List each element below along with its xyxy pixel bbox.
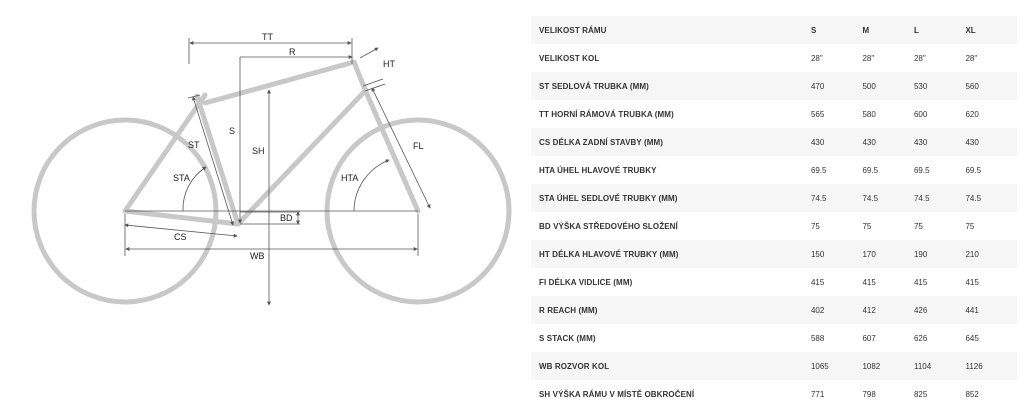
label-r: R — [289, 47, 296, 57]
table-row — [531, 212, 1017, 240]
row-value: 430 — [914, 128, 966, 156]
row-value: 415 — [862, 277, 876, 287]
bike-frame — [125, 62, 418, 224]
row-label: VELIKOST KOL — [539, 53, 600, 63]
row-value: 415 — [913, 277, 928, 287]
table-row — [531, 128, 1017, 156]
header-size-l: L — [914, 16, 966, 44]
row-value: 170 — [862, 240, 914, 268]
table-row — [531, 324, 1017, 352]
label-st: ST — [188, 140, 200, 150]
row-value: 1104 — [914, 352, 966, 380]
row-value: 565 — [810, 109, 825, 119]
row-value: 645 — [965, 333, 979, 343]
header-label: VELIKOST RÁMU — [531, 16, 811, 44]
table-row — [531, 156, 1017, 184]
row-value: 75 — [965, 221, 975, 231]
row-value: 530 — [914, 72, 966, 100]
header-size-xl: XL — [965, 16, 1017, 44]
row-value: 74.5 — [811, 184, 863, 212]
row-label: FI DÉLKA VIDLICE (MM) — [539, 277, 633, 287]
row-value: 430 — [862, 128, 914, 156]
ht-dimension — [360, 48, 378, 58]
label-sta: STA — [173, 173, 190, 183]
header-size-s: S — [811, 16, 863, 44]
label-cs: CS — [174, 232, 187, 242]
label-bd: BD — [280, 213, 293, 223]
row-value: 190 — [914, 240, 966, 268]
label-wb: WB — [250, 251, 265, 261]
row-label: WB ROZVOR KOL — [531, 352, 811, 380]
row-value: 415 — [810, 277, 825, 287]
hta-arc — [354, 160, 389, 211]
row-value: 74.5 — [862, 184, 914, 212]
row-label: HT DÉLKA HLAVOVÉ TRUBKY (MM) — [531, 240, 811, 268]
row-value: 74.5 — [965, 184, 1017, 212]
row-value: 75 — [862, 221, 872, 231]
row-value: 852 — [965, 389, 979, 399]
row-label: ST SEDLOVÁ TRUBKA (MM) — [531, 72, 811, 100]
row-value: 798 — [862, 389, 876, 399]
row-value: 430 — [965, 128, 1017, 156]
row-value: 620 — [965, 109, 979, 119]
row-value: 412 — [862, 296, 914, 324]
row-value: 69.5 — [913, 165, 930, 175]
table-row — [531, 352, 1017, 380]
row-value: 69.5 — [965, 165, 982, 175]
table-row — [531, 296, 1017, 324]
label-hta: HTA — [341, 173, 359, 183]
row-value: 150 — [811, 240, 863, 268]
fork — [366, 92, 418, 211]
row-value: 1126 — [965, 352, 1017, 380]
head-tube — [354, 62, 366, 92]
row-value: 825 — [913, 389, 928, 399]
row-value: 415 — [965, 277, 979, 287]
table-header-row — [531, 16, 1017, 44]
row-label: S STACK (MM) — [539, 333, 596, 343]
label-sh: SH — [252, 146, 265, 156]
row-label: BD VÝŠKA STŘEDOVÉHO SLOŽENÍ — [539, 221, 678, 231]
row-value: 75 — [913, 221, 923, 231]
row-value: 560 — [965, 72, 1017, 100]
top-tube — [205, 62, 354, 103]
table-row — [531, 380, 1017, 408]
row-value: 600 — [913, 109, 928, 119]
table-row — [531, 100, 1017, 128]
row-value: 470 — [811, 72, 863, 100]
header-size-m: M — [862, 16, 914, 44]
row-value: 588 — [810, 333, 825, 343]
row-value: 430 — [811, 128, 863, 156]
row-value: 28" — [862, 53, 875, 63]
table-row — [531, 184, 1017, 212]
row-value: 1082 — [862, 352, 914, 380]
table-row — [531, 240, 1017, 268]
row-label: SH VÝŠKA RÁMU V MÍSTĚ OBKROČENÍ — [539, 389, 695, 399]
row-value: 210 — [965, 240, 1017, 268]
label-tt: TT — [262, 32, 273, 42]
row-value: 500 — [862, 72, 914, 100]
row-value: 28" — [913, 53, 926, 63]
table-row — [531, 72, 1017, 100]
table-row — [531, 268, 1017, 296]
row-value: 426 — [914, 296, 966, 324]
row-label: HTA ÚHEL HLAVOVÉ TRUBKY — [539, 165, 657, 175]
row-label: STA ÚHEL SEDLOVÉ TRUBKY (MM) — [531, 184, 811, 212]
row-value: 74.5 — [914, 184, 966, 212]
row-value: 441 — [965, 296, 1017, 324]
table-row — [531, 44, 1017, 72]
row-value: 75 — [810, 221, 820, 231]
row-label: R REACH (MM) — [531, 296, 811, 324]
row-value: 28" — [965, 53, 978, 63]
row-value: 771 — [810, 389, 825, 399]
row-value: 69.5 — [810, 165, 827, 175]
row-value: 1065 — [811, 352, 863, 380]
row-label: CS DÉLKA ZADNÍ STAVBY (MM) — [531, 128, 811, 156]
row-label: TT HORNÍ RÁMOVÁ TRUBKA (MM) — [539, 109, 674, 119]
label-s: S — [229, 126, 236, 136]
row-value: 69.5 — [862, 165, 879, 175]
row-value: 402 — [811, 296, 863, 324]
row-value: 607 — [862, 333, 876, 343]
row-value: 626 — [913, 333, 928, 343]
label-fl: FL — [413, 141, 424, 151]
row-value: 28" — [810, 53, 823, 63]
geometry-table — [531, 16, 1017, 408]
row-value: 580 — [862, 109, 876, 119]
label-ht: HT — [383, 59, 395, 69]
chain-stay — [125, 211, 238, 224]
